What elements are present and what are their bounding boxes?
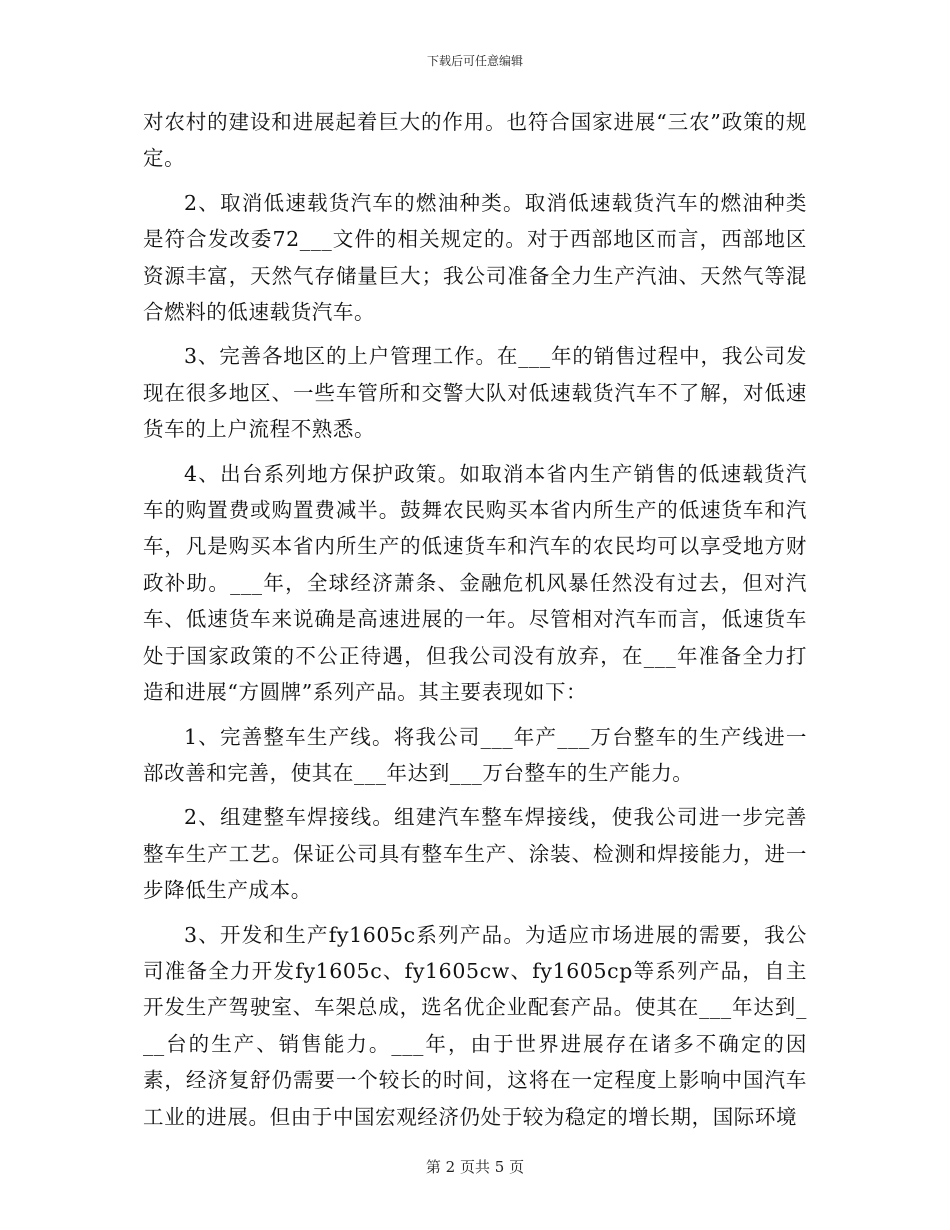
paragraph: 3、开发和生产fy1605c系列产品。为适应市场进展的需要，我公司准备全力开发fy1605c、fy1605cw、fy1605cp等系列产品，自主开发生产驾驶室、车架总成，选名优企业配套产品。使其在___年达到___台的生产、销售能力。___年，由于世界进展存在诸多不确定的因素，经济复舒仍需要一个较长的时间，这将在一定程度上影响中国汽车工业的进展。但由于中国宏观经济仍处于较为稳定的增长期，国际环境	[143, 922, 807, 1129]
paragraph: 2、取消低速载货汽车的燃油种类。取消低速载货汽车的燃油种类是符合发改委72___文件的相关规定的。对于西部地区而言，西部地区资源丰富，天然气存储量巨大；我公司准备全力生产汽油、天然气等混合燃料的低速载货汽车。	[143, 190, 807, 325]
paragraph: 对农村的建设和进展起着巨大的作用。也符合国家进展“三农”政策的规定。	[143, 110, 807, 171]
paragraph: 2、组建整车焊接线。组建汽车整车焊接线，使我公司进一步完善整车生产工艺。保证公司具有整车生产、涂装、检测和焊接能力，进一步降低生产成本。	[143, 805, 807, 903]
paragraph: 1、完善整车生产线。将我公司___年产___万台整车的生产线进一部改善和完善，使其在___年达到___万台整车的生产能力。	[143, 724, 807, 785]
document-body	[143, 104, 807, 1143]
paragraph: 4、出台系列地方保护政策。如取消本省内生产销售的低速载货汽车的购置费或购置费减半。鼓舞农民购买本省内所生产的低速货车和汽车，凡是购买本省内所生产的低速货车和汽车的农民均可以享受地方财政补助。___年，全球经济萧条、金融危机风暴任然没有过去，但对汽车、低速货车来说确是高速进展的一年。尽管相对汽车而言，低速货车处于国家政策的不公正待遇，但我公司没有放弃，在___年准备全力打造和进展“方圆牌”系列产品。其主要表现如下：	[143, 461, 807, 705]
page-footer: 第 2 页共 5 页	[425, 1158, 525, 1176]
page-header: 下载后可任意编辑	[426, 54, 523, 68]
paragraph: 3、完善各地区的上户管理工作。在___年的销售过程中，我公司发现在很多地区、一些车管所和交警大队对低速载货汽车不了解，对低速货车的上户流程不熟悉。	[143, 344, 807, 442]
